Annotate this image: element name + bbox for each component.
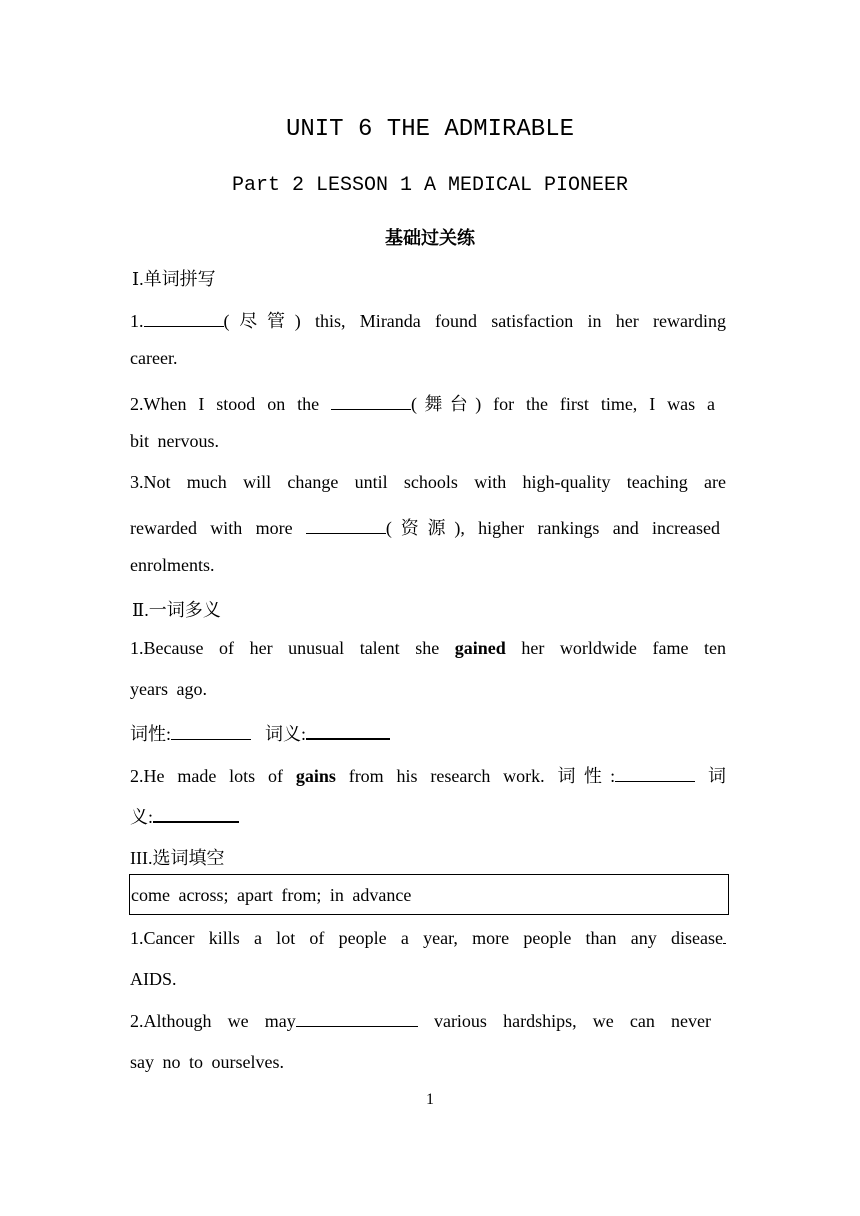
pos-label: 词性: bbox=[130, 724, 172, 744]
section-3-heading: III.选词填空 bbox=[130, 848, 225, 868]
q-text: for the first time, I was a bbox=[481, 394, 715, 414]
meaning-label: 词义: bbox=[265, 724, 307, 744]
pos-blank[interactable] bbox=[615, 766, 695, 782]
answer-blank[interactable] bbox=[306, 518, 386, 534]
q-text: 1.Cancer kills a lot of people a year, more people than any disease bbox=[130, 928, 723, 948]
s1-q3-line2 bbox=[130, 514, 720, 540]
s1-q1-line2: career. bbox=[130, 348, 178, 368]
keyword: gained bbox=[454, 638, 506, 658]
s2-q1-line2: years ago. bbox=[130, 679, 207, 699]
s3-q1-line2: AIDS. bbox=[130, 969, 177, 989]
answer-blank[interactable] bbox=[723, 928, 726, 944]
q-text: 2.He made lots of bbox=[130, 766, 296, 786]
s1-q3-line1: 3.Not much will change until schools with high-quality teaching are bbox=[130, 472, 726, 492]
q-text: various hardships, we can never bbox=[417, 1011, 711, 1031]
pos-blank[interactable] bbox=[171, 724, 251, 740]
s3-q2-line1 bbox=[130, 1011, 711, 1032]
q-text: 2.When I stood on the bbox=[130, 394, 331, 414]
meaning-blank[interactable] bbox=[306, 723, 390, 740]
hint: (资源) bbox=[385, 518, 461, 538]
answer-blank[interactable] bbox=[296, 1011, 418, 1027]
q-text: from his research work. 词性: bbox=[335, 766, 616, 786]
word-bank-box bbox=[129, 874, 729, 915]
s2-q1-answers bbox=[130, 720, 390, 746]
s3-q2-line2: say no to ourselves. bbox=[130, 1052, 284, 1072]
keyword: gains bbox=[295, 766, 336, 786]
hint: (尽管) bbox=[223, 311, 301, 331]
s2-q2-line1 bbox=[130, 762, 726, 788]
exercise-subtitle: 基础过关练 bbox=[385, 228, 475, 249]
q-text: 2.Although we may bbox=[130, 1011, 296, 1031]
unit-title: UNIT 6 THE ADMIRABLE bbox=[285, 116, 575, 143]
s2-q1-line1 bbox=[130, 638, 726, 659]
lesson-title: Part 2 LESSON 1 A MEDICAL PIONEER bbox=[231, 174, 629, 197]
q-text: 词 bbox=[695, 766, 727, 786]
section-1-heading: Ⅰ.单词拼写 bbox=[132, 269, 216, 289]
q-number: 1. bbox=[130, 311, 144, 331]
word-bank-text: come across; apart from; in advance bbox=[131, 885, 412, 905]
s1-q2-line1 bbox=[130, 390, 715, 416]
s1-q2-line2: bit nervous. bbox=[130, 431, 219, 451]
q-text: 1.Because of her unusual talent she bbox=[130, 638, 455, 658]
hint: (舞台) bbox=[411, 394, 482, 414]
meaning-blank[interactable] bbox=[153, 806, 239, 823]
s3-q1-line1 bbox=[130, 928, 726, 949]
q-text: rewarded with more bbox=[130, 518, 306, 538]
s2-q2-line2 bbox=[130, 803, 239, 829]
page-number: 1 bbox=[426, 1091, 434, 1108]
answer-blank[interactable] bbox=[144, 311, 224, 327]
q-text: 义: bbox=[130, 807, 154, 827]
s1-q3-line3: enrolments. bbox=[130, 555, 215, 575]
q-text: this, Miranda found satisfaction in her rewarding bbox=[300, 311, 727, 331]
s1-q1-line1 bbox=[130, 307, 726, 333]
section-2-heading: Ⅱ.一词多义 bbox=[132, 600, 221, 620]
answer-blank[interactable] bbox=[331, 394, 411, 410]
q-text: her worldwide fame ten bbox=[505, 638, 726, 658]
q-text: , higher rankings and increased bbox=[460, 518, 720, 538]
